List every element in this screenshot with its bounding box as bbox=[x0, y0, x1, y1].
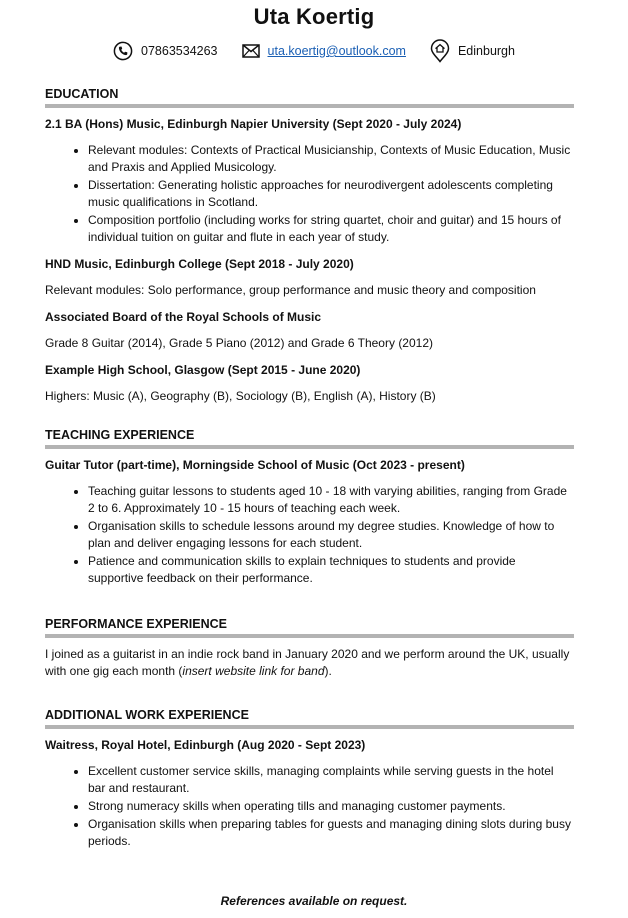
teaching-heading: Guitar Tutor (part-time), Morningside School of Music (Oct 2023 - present) bbox=[45, 458, 465, 472]
additional-section bbox=[45, 708, 574, 860]
email-link[interactable]: uta.koertig@outlook.com bbox=[267, 44, 406, 58]
list-item: • Relevant modules: Contexts of Practical Musicianship, Contexts of Music Education, Music and Praxis and Applied Musicology. bbox=[88, 142, 574, 176]
hnd-text: Relevant modules: Solo performance, group performance and music theory and composition bbox=[45, 283, 536, 297]
list-item: • Composition portfolio (including works for string quartet, choir and guitar) and 15 hours of individual tuition on guitar and flute in each year of study. bbox=[88, 212, 574, 246]
additional-heading: Waitress, Royal Hotel, Edinburgh (Aug 2020 - Sept 2023) bbox=[45, 738, 366, 752]
performance-title: PERFORMANCE EXPERIENCE bbox=[45, 617, 574, 638]
additional-title: ADDITIONAL WORK EXPERIENCE bbox=[45, 708, 574, 729]
additional-bullet-list bbox=[45, 763, 574, 850]
education-title: EDUCATION bbox=[45, 87, 574, 108]
school-text: Highers: Music (A), Geography (B), Sociology (B), English (A), History (B) bbox=[45, 389, 436, 403]
list-item: • Dissertation: Generating holistic approaches for neurodivergent adolescents completing music qualifications in Scotland. bbox=[88, 177, 574, 211]
abrsm-text: Grade 8 Guitar (2014), Grade 5 Piano (2012) and Grade 6 Theory (2012) bbox=[45, 336, 434, 350]
phone-icon bbox=[113, 41, 133, 61]
school-heading: Example High School, Glasgow (Sept 2015 - June 2020) bbox=[45, 363, 361, 377]
envelope-icon bbox=[242, 44, 260, 58]
education-section bbox=[45, 87, 574, 415]
abrsm-heading: Associated Board of the Royal Schools of Music bbox=[45, 310, 322, 324]
hnd-heading: HND Music, Edinburgh College (Sept 2018 - July 2020) bbox=[45, 257, 354, 271]
list-item: • Excellent customer service skills, managing complaints while serving guests in the hotel bar and restaurant. bbox=[88, 763, 574, 797]
ba-bullet-list bbox=[45, 142, 574, 246]
list-item: • Organisation skills when preparing tables for guests and managing dining slots during busy periods. bbox=[88, 816, 574, 850]
list-item: • Teaching guitar lessons to students aged 10 - 18 with varying abilities, ranging from Grade 2 to 6. Approximately 10 - 15 hours of teaching each week. bbox=[88, 483, 574, 517]
teaching-section bbox=[45, 428, 574, 597]
ba-heading: 2.1 BA (Hons) Music, Edinburgh Napier University (Sept 2020 - July 2024) bbox=[45, 117, 462, 131]
performance-text-end: ). bbox=[324, 664, 332, 678]
teaching-bullet-list bbox=[45, 483, 574, 587]
teaching-title: TEACHING EXPERIENCE bbox=[45, 428, 574, 449]
list-item: • Strong numeracy skills when operating tills and managing customer payments. bbox=[88, 798, 574, 815]
location-pin-icon bbox=[430, 39, 450, 63]
candidate-name: Uta Koertig bbox=[253, 4, 375, 29]
performance-text bbox=[45, 646, 574, 680]
performance-text-start: I joined as a guitarist in an indie rock band in January 2020 and we perform around the UK, usually with one gig each month ( bbox=[45, 647, 570, 678]
location-item bbox=[430, 39, 515, 63]
phone-number: 07863534263 bbox=[141, 44, 218, 58]
list-item: • Organisation skills to schedule lessons around my degree studies. Knowledge of how to plan and deliver engaging lessons for each student. bbox=[88, 518, 574, 552]
phone-item bbox=[113, 41, 217, 61]
contact-bar bbox=[0, 38, 628, 64]
list-item: • Patience and communication skills to explain techniques to students and provide supportive feedback on their performance. bbox=[88, 553, 574, 587]
references-note: References available on request. bbox=[220, 894, 408, 908]
location-text: Edinburgh bbox=[457, 44, 515, 58]
band-link-placeholder: insert website link for band bbox=[182, 664, 325, 678]
email-item[interactable] bbox=[242, 44, 406, 58]
performance-section bbox=[45, 617, 574, 690]
